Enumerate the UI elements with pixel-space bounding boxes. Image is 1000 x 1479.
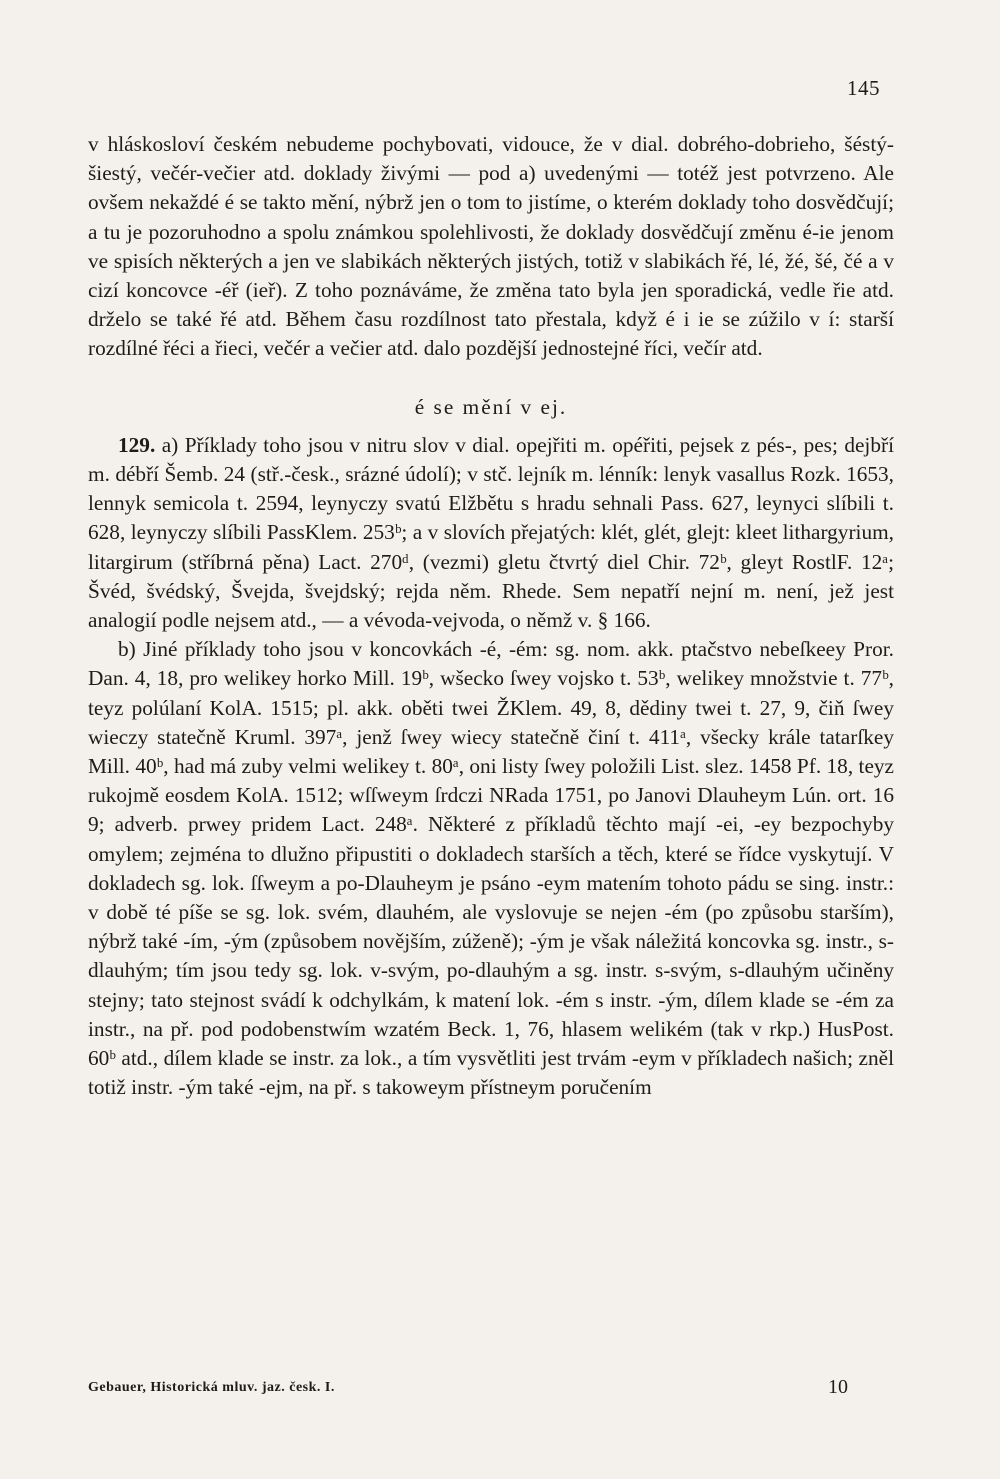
paragraph-129a — [88, 431, 894, 635]
body-text — [88, 130, 894, 1103]
paragraph-129b: b) Jiné příklady toho jsou v koncovkách -é, -ém: sg. nom. akk. ptačstvo nebeſkeey Pror. Dan. 4, 18, pro welikey horko Mill. 19ᵇ, wšecko ſwey vojsko t. 53ᵇ, welikey množstvie t. 77ᵇ, teyz polúlaní KolA. 1515; pl. akk. oběti twei ŽKlem. 49, 8, dědiny twei t. 27, 9, čiň ſwey wieczy statečně Kruml. 397ᵃ, jenž ſwey wiecy statečně činí t. 411ᵃ, všecky krále tatarſkey Mill. 40ᵇ, had má zuby velmi welikey t. 80ᵃ, oni listy ſwey položili List. slez. 1458 Pf. 18, teyz rukojmě eosdem KolA. 1512; wſſweym ſrdczi NRada 1751, po Janovi Dlauheym Lún. ort. 16 9; adverb. prwey pridem Lact. 248ᵃ. Některé z příkladů těchto mají -ei, -ey bezpochyby omylem; zejména to dlužno připustiti o dokladech starších a těch, které se řídce vyskytují. V dokladech sg. lok. ſſweym a po-Dlauheym je psáno -eym matením tohoto pádu se sing. instr.: v době té píše se sg. lok. svém, dlauhém, ale vyslovuje se nejen -ém (po způsobu starším), nýbrž také -ím, -ým (způsobem novějším, zúženě); -ým je však náležitá koncovka sg. instr., s-dlauhým; tím jsou tedy sg. lok. v-svým, po-dlauhým a sg. instr. s-svým, s-dlauhým učiněny stejny; tato stejnost svádí k odchylkám, k matení lok. -ém s instr. -ým, dílem klade se -ém za instr., na př. pod podobenstwím wzatém Beck. 1, 76, hlasem welikém (tak v rkp.) HusPost. 60ᵇ atd., dílem klade se instr. za lok., a tím vysvětliti jest trvám -eym v příkladech našich; zněl totiž instr. -ým také -ejm, na př. s takoweym přístneym poručením — [88, 637, 894, 1100]
section-heading: é se mění v ej. — [414, 394, 568, 419]
paragraph-continuation: v hláskosloví českém nebudeme pochybovati, vidouce, že v dial. dobrého-dobrieho, šéstý-šiestý, večér-večier atd. doklady živými — pod a) uvedenými — totéž jest potvrzeno. Ale ovšem nekaždé é se takto mění, nýbrž jen o tom to jistíme, o kterém doklady toho dosvědčují; a tu je pozoruhodno a spolu známkou spolehlivosti, že doklady dosvědčují změnu é-ie jenom ve spisích některých a jen ve slabikách některých jistých, totiž v slabikách řé, lé, žé, šé, čé a v cizí koncovce -éř (ieř). Z toho poznáváme, že změna tato byla jen sporadická, vedle řie atd. drželo se také řé atd. Během času rozdílnost tato přestala, když é i ie se zúžilo v í: starší rozdílné řéci a řieci, večér a večier atd. dalo pozdější jednostejné říci, večír atd. — [88, 132, 894, 361]
paragraph-number: 129. — [118, 432, 156, 457]
page-number: 145 — [847, 76, 880, 100]
footer-signature-number: 10 — [828, 1376, 848, 1398]
footer-book-title: Gebauer, Historická mluv. jaz. česk. I. — [88, 1380, 335, 1395]
paragraph-129a-text: a) Příklady toho jsou v nitru slov v dial. opejřiti m. opéřiti, pejsek z pés-, pes; dejbří m. débří Šemb. 24 (stř.-česk., srázné údolí); v stč. lejník m. lénník: lenyk vasallus Rozk. 1653, lennyk semicola t. 2594, leynyczy svatú Elžbětu s hradu sehnali Pass. 627, leynyci slíbili t. 628, leynyczy slíbili PassKlem. 253ᵇ; a v slovích přejatých: klét, glét, glejt: kleet lithargyrium, litargirum (stříbrná pěna) Lact. 270ᵈ, (vezmi) gletu čtvrtý diel Chir. 72ᵇ, gleyt RostlF. 12ᵃ; Švéd, švédský, Švejda, švejdský; rejda něm. Rhede. Sem nepatří nejní m. není, jež jest analogií podle nejsem atd., — a vévoda-vejvoda, o němž v. § 166. — [88, 432, 894, 633]
